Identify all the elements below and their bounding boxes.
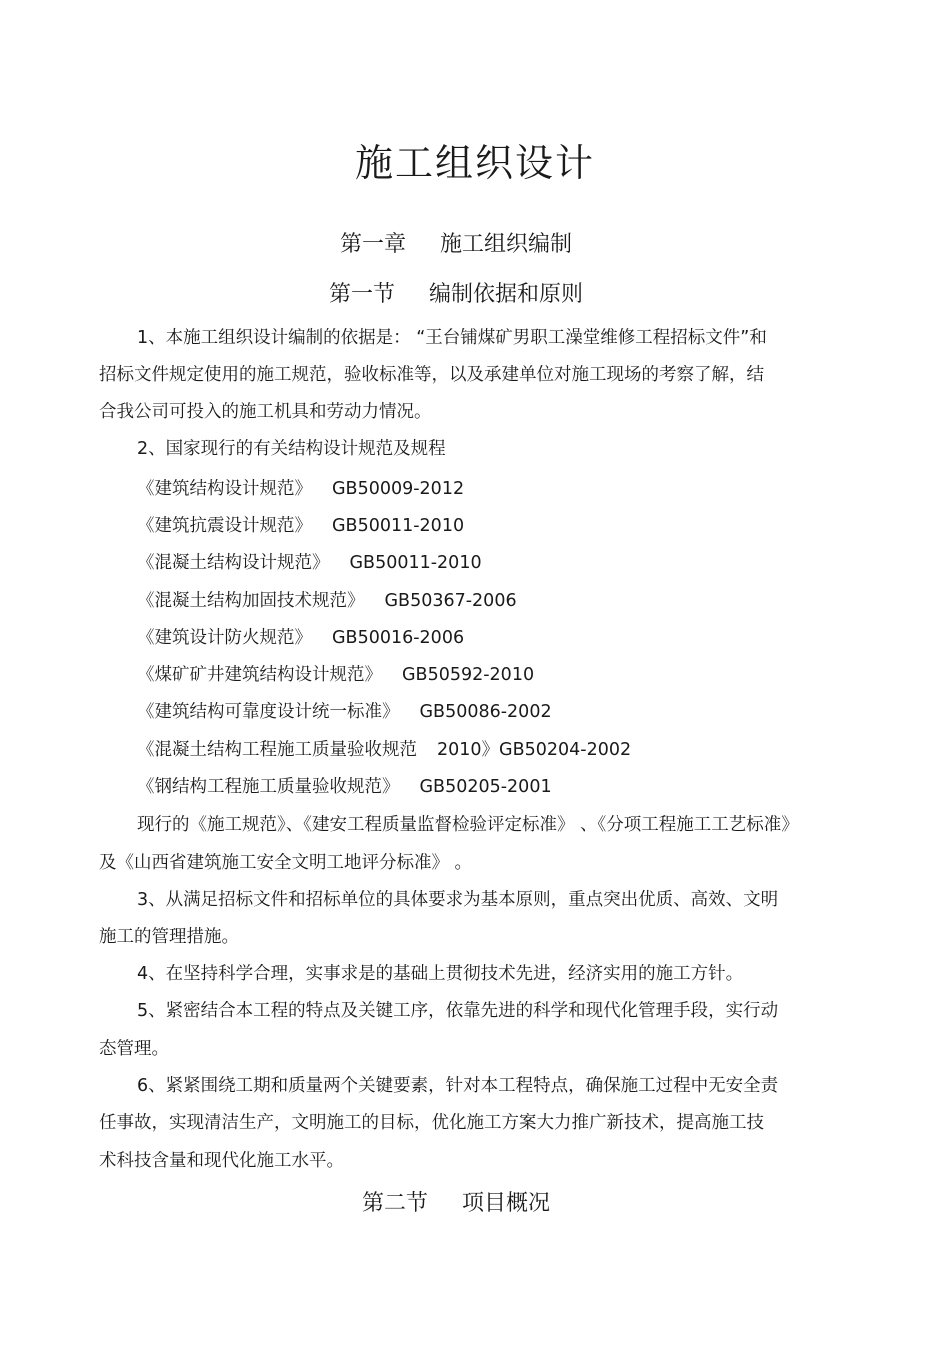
standard-name: 《建筑结构设计规范》 [137,479,312,499]
paragraph-line: 任事故，实现清洁生产，文明施工的目标，优化施工方案大力推广新技术，提高施工技 [99,1113,764,1133]
paragraph-line: 合我公司可投入的施工机具和劳动力情况。 [99,402,432,422]
paragraph-line: 1、本施工组织设计编制的依据是： “王台铺煤矿男职工澡堂维修工程招标文件”和 [137,328,767,348]
standard-code: GB50011-2010 [332,516,465,536]
standard-item [137,588,517,614]
standard-name: 《煤矿矿井建筑结构设计规范》 [137,665,382,685]
standard-item [137,476,464,502]
paragraph-line: 2、国家现行的有关结构设计规范及规程 [137,439,446,459]
paragraph-line: 招标文件规定使用的施工规范，验收标准等，以及承建单位对施工现场的考察了解，结 [99,365,764,385]
standard-name: 《建筑抗震设计规范》 [137,516,312,536]
standard-item [137,662,534,688]
standard-name: 《钢结构工程施工质量验收规范》 [137,777,400,797]
standard-code: 2010》GB50204-2002 [437,740,632,760]
standard-code: GB50086-2002 [419,702,552,722]
standard-item [137,513,464,539]
paragraph-line: 4、在坚持科学合理，实事求是的基础上贯彻技术先进，经济实用的施工方针。 [137,964,744,984]
standard-name: 《混凝土结构设计规范》 [137,553,330,573]
section-number: 第二节 [361,1191,428,1216]
standard-item [137,550,482,576]
paragraph-line: 术科技含量和现代化施工水平。 [99,1151,344,1171]
standard-item [137,625,464,651]
standard-code: GB50205-2001 [419,777,552,797]
standard-code: GB50367-2006 [384,591,517,611]
standard-code: GB50009-2012 [332,479,465,499]
paragraph-line: 态管理。 [99,1039,169,1059]
paragraph-line: 现行的《施工规范》、《建安工程质量监督检验评定标准》 、《分项工程施工工艺标准》 [137,815,799,835]
section-number: 第一节 [328,282,395,307]
standard-code: GB50016-2006 [332,628,465,648]
section-heading-1 [0,280,912,310]
chapter-number: 第一章 [339,232,406,257]
standard-name: 《混凝土结构加固技术规范》 [137,591,365,611]
paragraph-line: 6、紧紧围绕工期和质量两个关键要素，针对本工程特点，确保施工过程中无安全责 [137,1076,779,1096]
standard-item [137,774,552,800]
standard-name: 《混凝土结构工程施工质量验收规范 [137,740,417,760]
chapter-name: 施工组织编制 [440,232,573,257]
standard-code: GB50592-2010 [402,665,535,685]
paragraph-line: 5、紧密结合本工程的特点及关键工序，依靠先进的科学和现代化管理手段，实行动 [137,1001,779,1021]
section-heading-2 [0,1189,912,1219]
paragraph-line: 及《山西省建筑施工安全文明工地评分标准》 。 [99,853,473,873]
paragraph-line: 施工的管理措施。 [99,927,239,947]
standard-code: GB50011-2010 [349,553,482,573]
standard-name: 《建筑设计防火规范》 [137,628,312,648]
paragraph-line: 3、从满足招标文件和招标单位的具体要求为基本原则，重点突出优质、高效、文明 [137,890,779,910]
standard-item [137,699,552,725]
section-name: 编制依据和原则 [429,282,584,307]
standard-item [137,737,631,763]
chapter-heading [0,230,912,260]
section-name: 项目概况 [462,1191,551,1216]
standard-name: 《建筑结构可靠度设计统一标准》 [137,702,400,722]
document-title: 施工组织设计 [354,141,595,185]
